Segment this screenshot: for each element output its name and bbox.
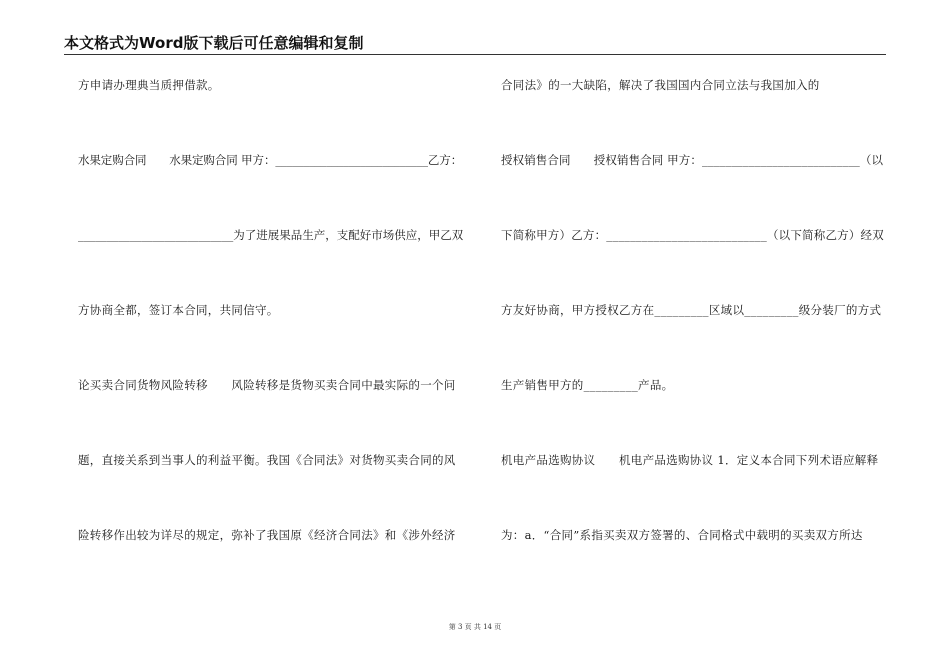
text-line: 水果定购合同 水果定购合同 甲方：___________________________乙方： [78, 153, 463, 167]
text-line: ___________________________为了进展果品生产，支配好市场供应，甲乙双 [78, 228, 464, 242]
text-line: 下简称甲方）乙方：___________________________（以下简称乙方）经双 [501, 228, 884, 242]
text-line: 论买卖合同货物风险转移 风险转移是货物买卖合同中最实际的一个问 [78, 378, 456, 392]
page-number: 第 3 页 共 14 页 [448, 623, 502, 631]
text-line: 险转移作出较为详尽的规定，弥补了我国原《经济合同法》和《涉外经济 [78, 528, 456, 542]
text-line: 方友好协商，甲方授权乙方在_________区域以_________级分装厂的方式 [501, 303, 882, 317]
text-line: 方申请办理典当质押借款。 [78, 78, 220, 92]
text-line: 授权销售合同 授权销售合同 甲方：___________________________（以 [501, 153, 884, 167]
text-line: 题，直接关系到当事人的利益平衡。我国《合同法》对货物买卖合同的风 [78, 453, 456, 467]
text-line: 为：a．“合同”系指买卖双方签署的、合同格式中载明的买卖双方所达 [501, 528, 863, 542]
text-line: 生产销售甲方的_________产品。 [501, 378, 674, 392]
text-line: 合同法》的一大缺陷，解决了我国国内合同立法与我国加入的 [501, 78, 820, 92]
header-title: 本文格式为Word版下载后可任意编辑和复制 [64, 34, 364, 52]
text-line: 机电产品选购协议 机电产品选购协议 1．定义本合同下列术语应解释 [501, 453, 879, 467]
page-header [64, 34, 886, 55]
text-line: 方协商全都，签订本合同，共同信守。 [78, 303, 279, 317]
